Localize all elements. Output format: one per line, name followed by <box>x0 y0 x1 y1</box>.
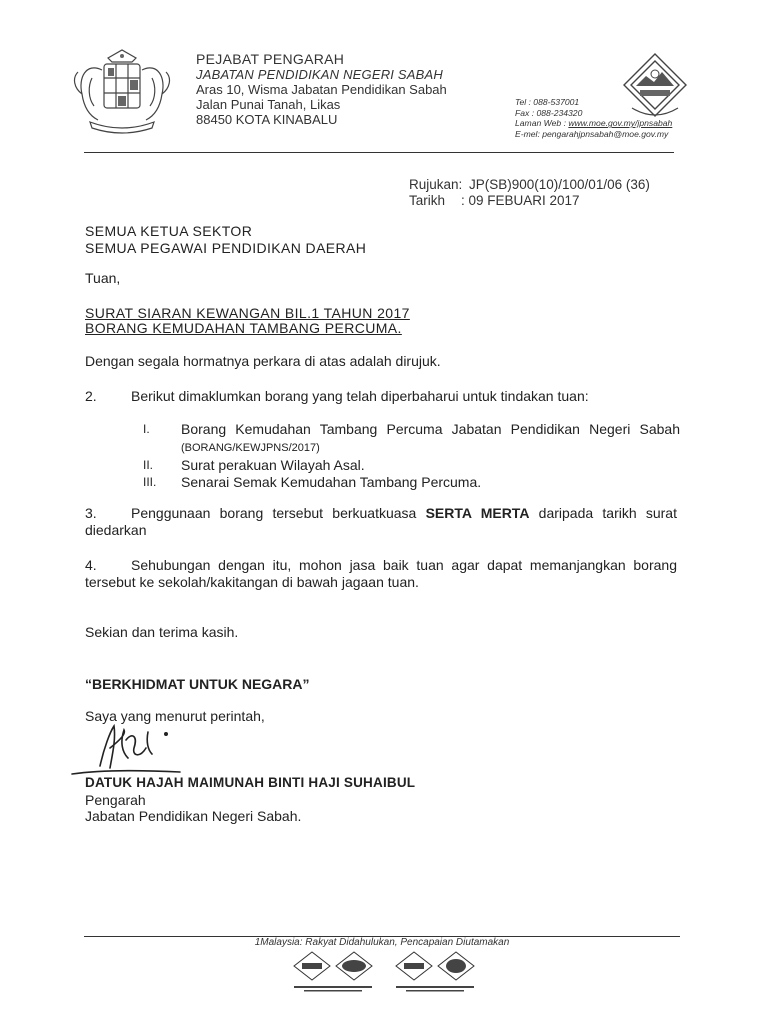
list-text: Surat perakuan Wilayah Asal. <box>181 457 365 473</box>
website-link[interactable]: www.moe.gov.my/jpnsabah <box>568 118 673 129</box>
sign-off: Saya yang menurut perintah, <box>85 708 265 724</box>
list-item <box>140 474 680 491</box>
signatory-title: Pengarah <box>85 792 146 808</box>
recipients <box>85 223 366 257</box>
ref-value: JP(SB)900(10)/100/01/06 (36) <box>469 177 650 192</box>
iso-certification-marks-icon <box>290 950 480 994</box>
recipient: SEMUA KETUA SEKTOR <box>85 223 253 239</box>
list-item <box>140 457 680 474</box>
closing: Sekian dan terima kasih. <box>85 624 239 640</box>
salutation: Tuan, <box>85 270 121 286</box>
intro-paragraph: Dengan segala hormatnya perkara di atas adalah dirujuk. <box>85 353 441 369</box>
malaysia-coat-of-arms-icon <box>68 48 176 134</box>
paragraph-number: 2. <box>85 388 97 404</box>
reference-block <box>409 177 650 209</box>
motto: “BERKHIDMAT UNTUK NEGARA” <box>85 676 310 692</box>
date-label: Tarikh <box>409 193 446 208</box>
paragraph-text: Penggunaan borang tersebut berkuatkuasa <box>131 505 426 521</box>
paragraph-4 <box>85 557 677 591</box>
date-value: : 09 FEBUARI 2017 <box>461 193 580 208</box>
recipient: SEMUA PEGAWAI PENDIDIKAN DAERAH <box>85 240 367 256</box>
paragraph-number: 3. <box>85 505 97 521</box>
email[interactable]: E-mel: pengarahjpnsabah@moe.gov.my <box>515 128 669 139</box>
address-line: Jalan Punai Tanah, Likas <box>196 97 341 112</box>
paragraph-text: daripada tarikh surat diedarkan <box>85 505 677 538</box>
form-list <box>140 421 680 491</box>
ref-label: Rujukan: <box>409 177 463 192</box>
subject-line: SURAT SIARAN KEWANGAN BIL.1 TAHUN 2017 <box>85 305 410 321</box>
list-number: II. <box>143 458 154 472</box>
web-label: Laman Web : <box>515 118 569 129</box>
form-code: (BORANG/KEWJPNS/2017) <box>181 442 320 454</box>
list-item <box>140 421 680 457</box>
list-number: III. <box>143 475 157 489</box>
address-line: 88450 KOTA KINABALU <box>196 112 338 127</box>
letterhead <box>196 52 447 127</box>
list-text: Senarai Semak Kemudahan Tambang Percuma. <box>181 474 482 490</box>
signatory-organisation: Jabatan Pendidikan Negeri Sabah. <box>85 808 302 824</box>
header-divider <box>84 152 674 153</box>
jpn-sabah-emblem-icon <box>622 52 688 122</box>
fax: Fax : 088-234320 <box>515 107 583 118</box>
department-name: JABATAN PENDIDIKAN NEGERI SABAH <box>196 67 443 82</box>
tel: Tel : 088-537001 <box>515 97 580 107</box>
paragraph-2 <box>85 388 677 405</box>
emphasis-text: SERTA MERTA <box>425 505 530 521</box>
office-name: PEJABAT PENGARAH <box>196 51 345 67</box>
address-line: Aras 10, Wisma Jabatan Pendidikan Sabah <box>196 82 447 97</box>
paragraph-text: Berikut dimaklumkan borang yang telah diperbaharui untuk tindakan tuan: <box>131 388 589 404</box>
footer-slogan: 1Malaysia: Rakyat Didahulukan, Pencapaian Diutamakan <box>254 937 510 948</box>
signatory-name: DATUK HAJAH MAIMUNAH BINTI HAJI SUHAIBUL <box>85 775 416 790</box>
subject-line: BORANG KEMUDAHAN TAMBANG PERCUMA. <box>85 320 402 336</box>
paragraph-number: 4. <box>85 557 97 573</box>
paragraph-3 <box>85 505 677 539</box>
list-text: Borang Kemudahan Tambang Percuma Jabatan Pendidikan Negeri Sabah <box>181 421 680 437</box>
list-number: I. <box>143 422 150 436</box>
signatory-title-block <box>85 792 301 824</box>
paragraph-text: Sehubungan dengan itu, mohon jasa baik tuan agar dapat memanjangkan borang tersebut ke sekolah/kakitangan di bawah jagaan tuan. <box>85 557 677 590</box>
subject <box>85 306 410 336</box>
